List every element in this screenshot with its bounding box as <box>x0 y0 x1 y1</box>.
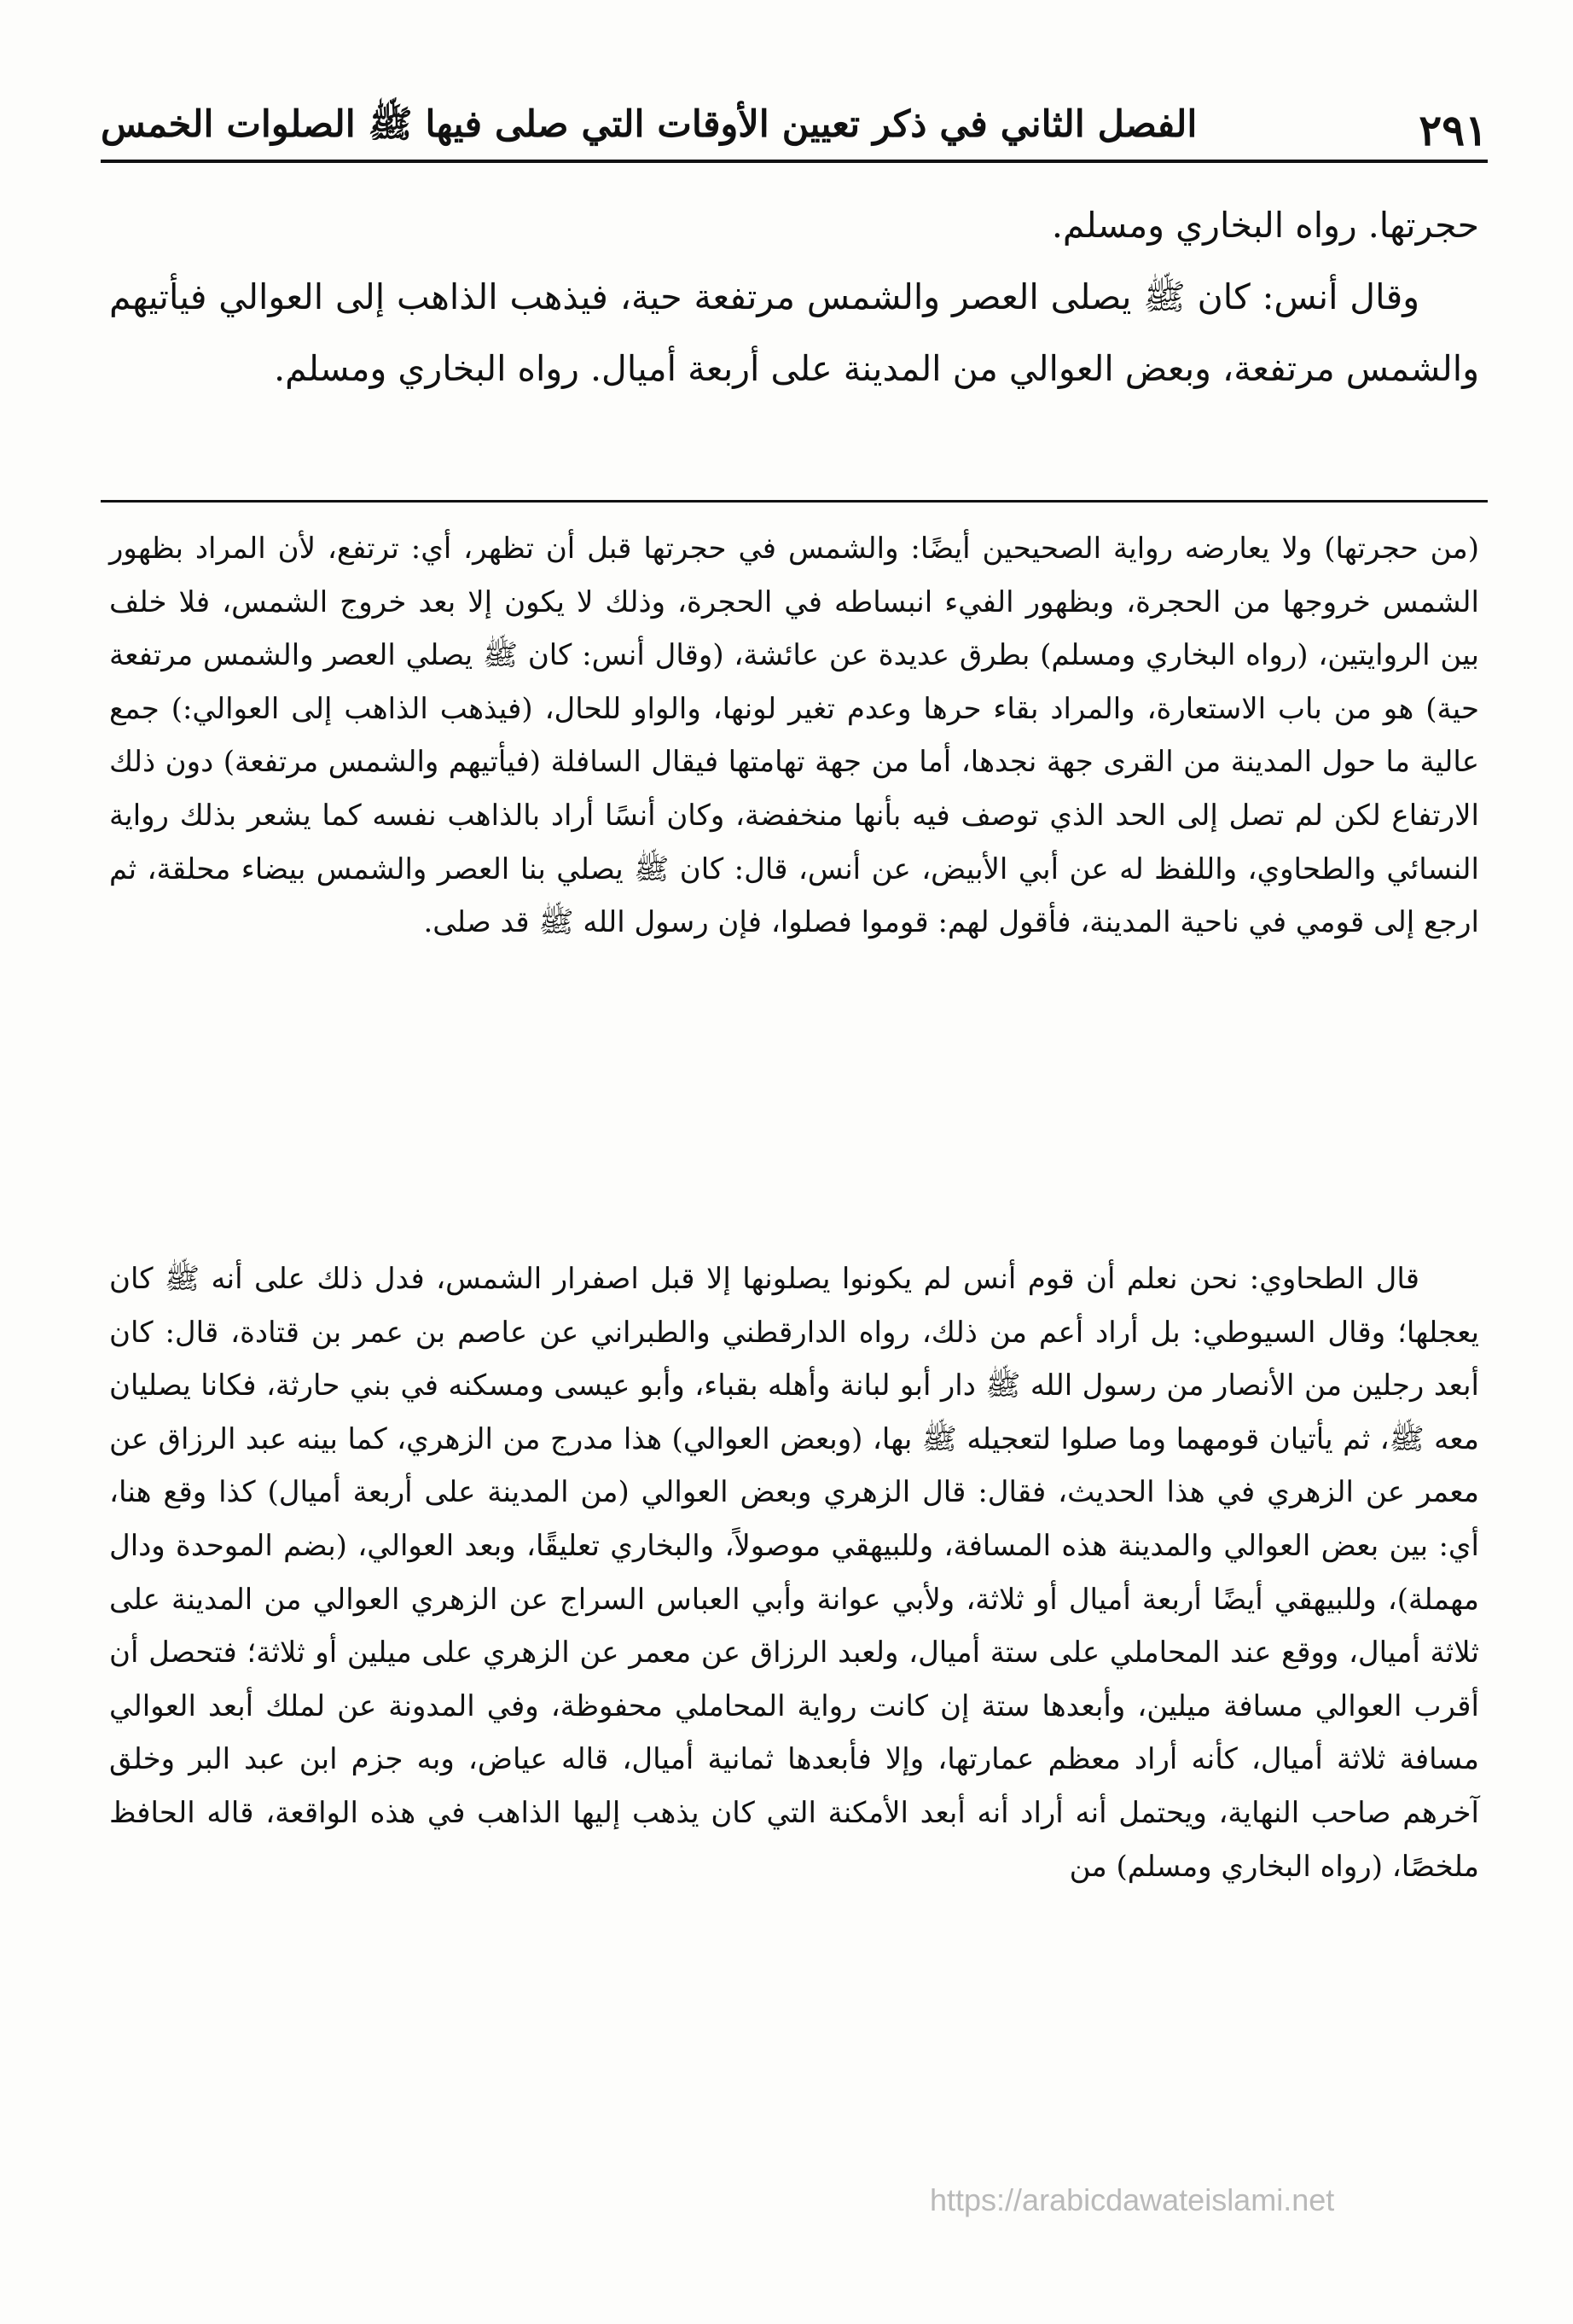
commentary-block <box>109 522 1479 950</box>
matn-paragraph: وقال أنس: كان ﷺ يصلى العصر والشمس مرتفعة حية، فيذهب الذاهب إلى العوالي فيأتيهم والشمس مرتفعة، وبعض العوالي من المدينة على أربعة أميال. رواه البخاري ومسلم. <box>109 276 1479 389</box>
running-title: الفصل الثاني في ذكر تعيين الأوقات التي صلى فيها ﷺ الصلوات الخمس <box>101 103 1198 146</box>
matn-paragraph: حجرتها. رواه البخاري ومسلم. <box>1051 205 1479 246</box>
page-header <box>101 78 1488 155</box>
commentary-paragraph: (من حجرتها) ولا يعارضه رواية الصحيحين أيضًا: والشمس في حجرتها قبل أن تظهر، أي: ترتفع، لأن المراد بظهور الشمس خروجها من الحجرة، وبظهور الفيء انبساطه في الحجرة، وذلك لا يكون إلا بعد خروج الشمس، فلا خلف بين الروايتين، (رواه البخاري ومسلم) بطرق عديدة عن عائشة، (وقال أنس: كان ﷺ يصلي العصر والشمس مرتفعة حية) هو من باب الاستعارة، والمراد بقاء حرها وعدم تغير لونها، والواو للحال، (فيذهب الذاهب إلى العوالي:) جمع عالية ما حول المدينة من القرى جهة نجدها، أما من جهة تهامتها فيقال السافلة (فيأتيهم والشمس مرتفعة) دون ذلك الارتفاع لكن لم تصل إلى الحد الذي توصف فيه بأنها منخفضة، وكان أنسًا أراد بالذاهب نفسه كما يشعر بذلك رواية النسائي والطحاوي، واللفظ له عن أبي الأبيض، عن أنس، قال: كان ﷺ يصلي بنا العصر والشمس بيضاء محلقة، ثم ارجع إلى قومي في ناحية المدينة، فأقول لهم: قوموا فصلوا، فإن رسول الله ﷺ قد صلى. <box>109 532 1479 940</box>
commentary-block <box>109 1252 1479 1893</box>
page-number: ٢٩١ <box>1419 105 1488 155</box>
main-text <box>109 189 1479 404</box>
commentary-paragraph: قال الطحاوي: نحن نعلم أن قوم أنس لم يكونوا يصلونها إلا قبل اصفرار الشمس، فدل ذلك على أنه ﷺ كان يعجلها؛ وقال السيوطي: بل أراد أعم من ذلك، رواه الدارقطني والطبراني عن عاصم بن عمر بن قتادة، قال: كان أبعد رجلين من الأنصار من رسول الله ﷺ دار أبو لبانة وأهله بقباء، وأبو عيسى ومسكنه في بني حارثة، فكانا يصليان معه ﷺ، ثم يأتيان قومهما وما صلوا لتعجيله ﷺ بها، (وبعض العوالي) هذا مدرج من الزهري، كما بينه عبد الرزاق عن معمر عن الزهري في هذا الحديث، فقال: قال الزهري وبعض العوالي (من المدينة على أربعة أميال) كذا وقع هنا، أي: بين بعض العوالي والمدينة هذه المسافة، وللبيهقي موصولاً، والبخاري تعليقًا، وبعد العوالي، (بضم الموحدة ودال مهملة)، وللبيهقي أيضًا أربعة أميال أو ثلاثة، ولأبي عوانة وأبي العباس السراج عن الزهري العوالي من المدينة على ثلاثة أميال، ووقع عند المحاملي على ستة أميال، ولعبد الرزاق عن معمر عن الزهري على ميلين أو ثلاثة؛ فتحصل أن أقرب العوالي مسافة ميلين، وأبعدها ستة إن كانت رواية المحاملي محفوظة، وفي المدونة عن لملك أبعد العوالي مسافة ثلاثة أميال، كأنه أراد معظم عمارتها، وإلا فأبعدها ثمانية أميال، قاله عياض، وبه جزم ابن عبد البر وخلق آخرهم صاحب النهاية، ويحتمل أنه أراد أنه أبعد الأمكنة التي كان يذهب إليها الذاهب في هذه الواقعة، قاله الحافظ ملخصًا، (رواه البخاري ومسلم) من <box>109 1262 1479 1884</box>
site-watermark: https://arabicdawateislami.net <box>930 2182 1335 2217</box>
commentary-divider <box>101 500 1488 503</box>
header-divider <box>101 160 1488 163</box>
